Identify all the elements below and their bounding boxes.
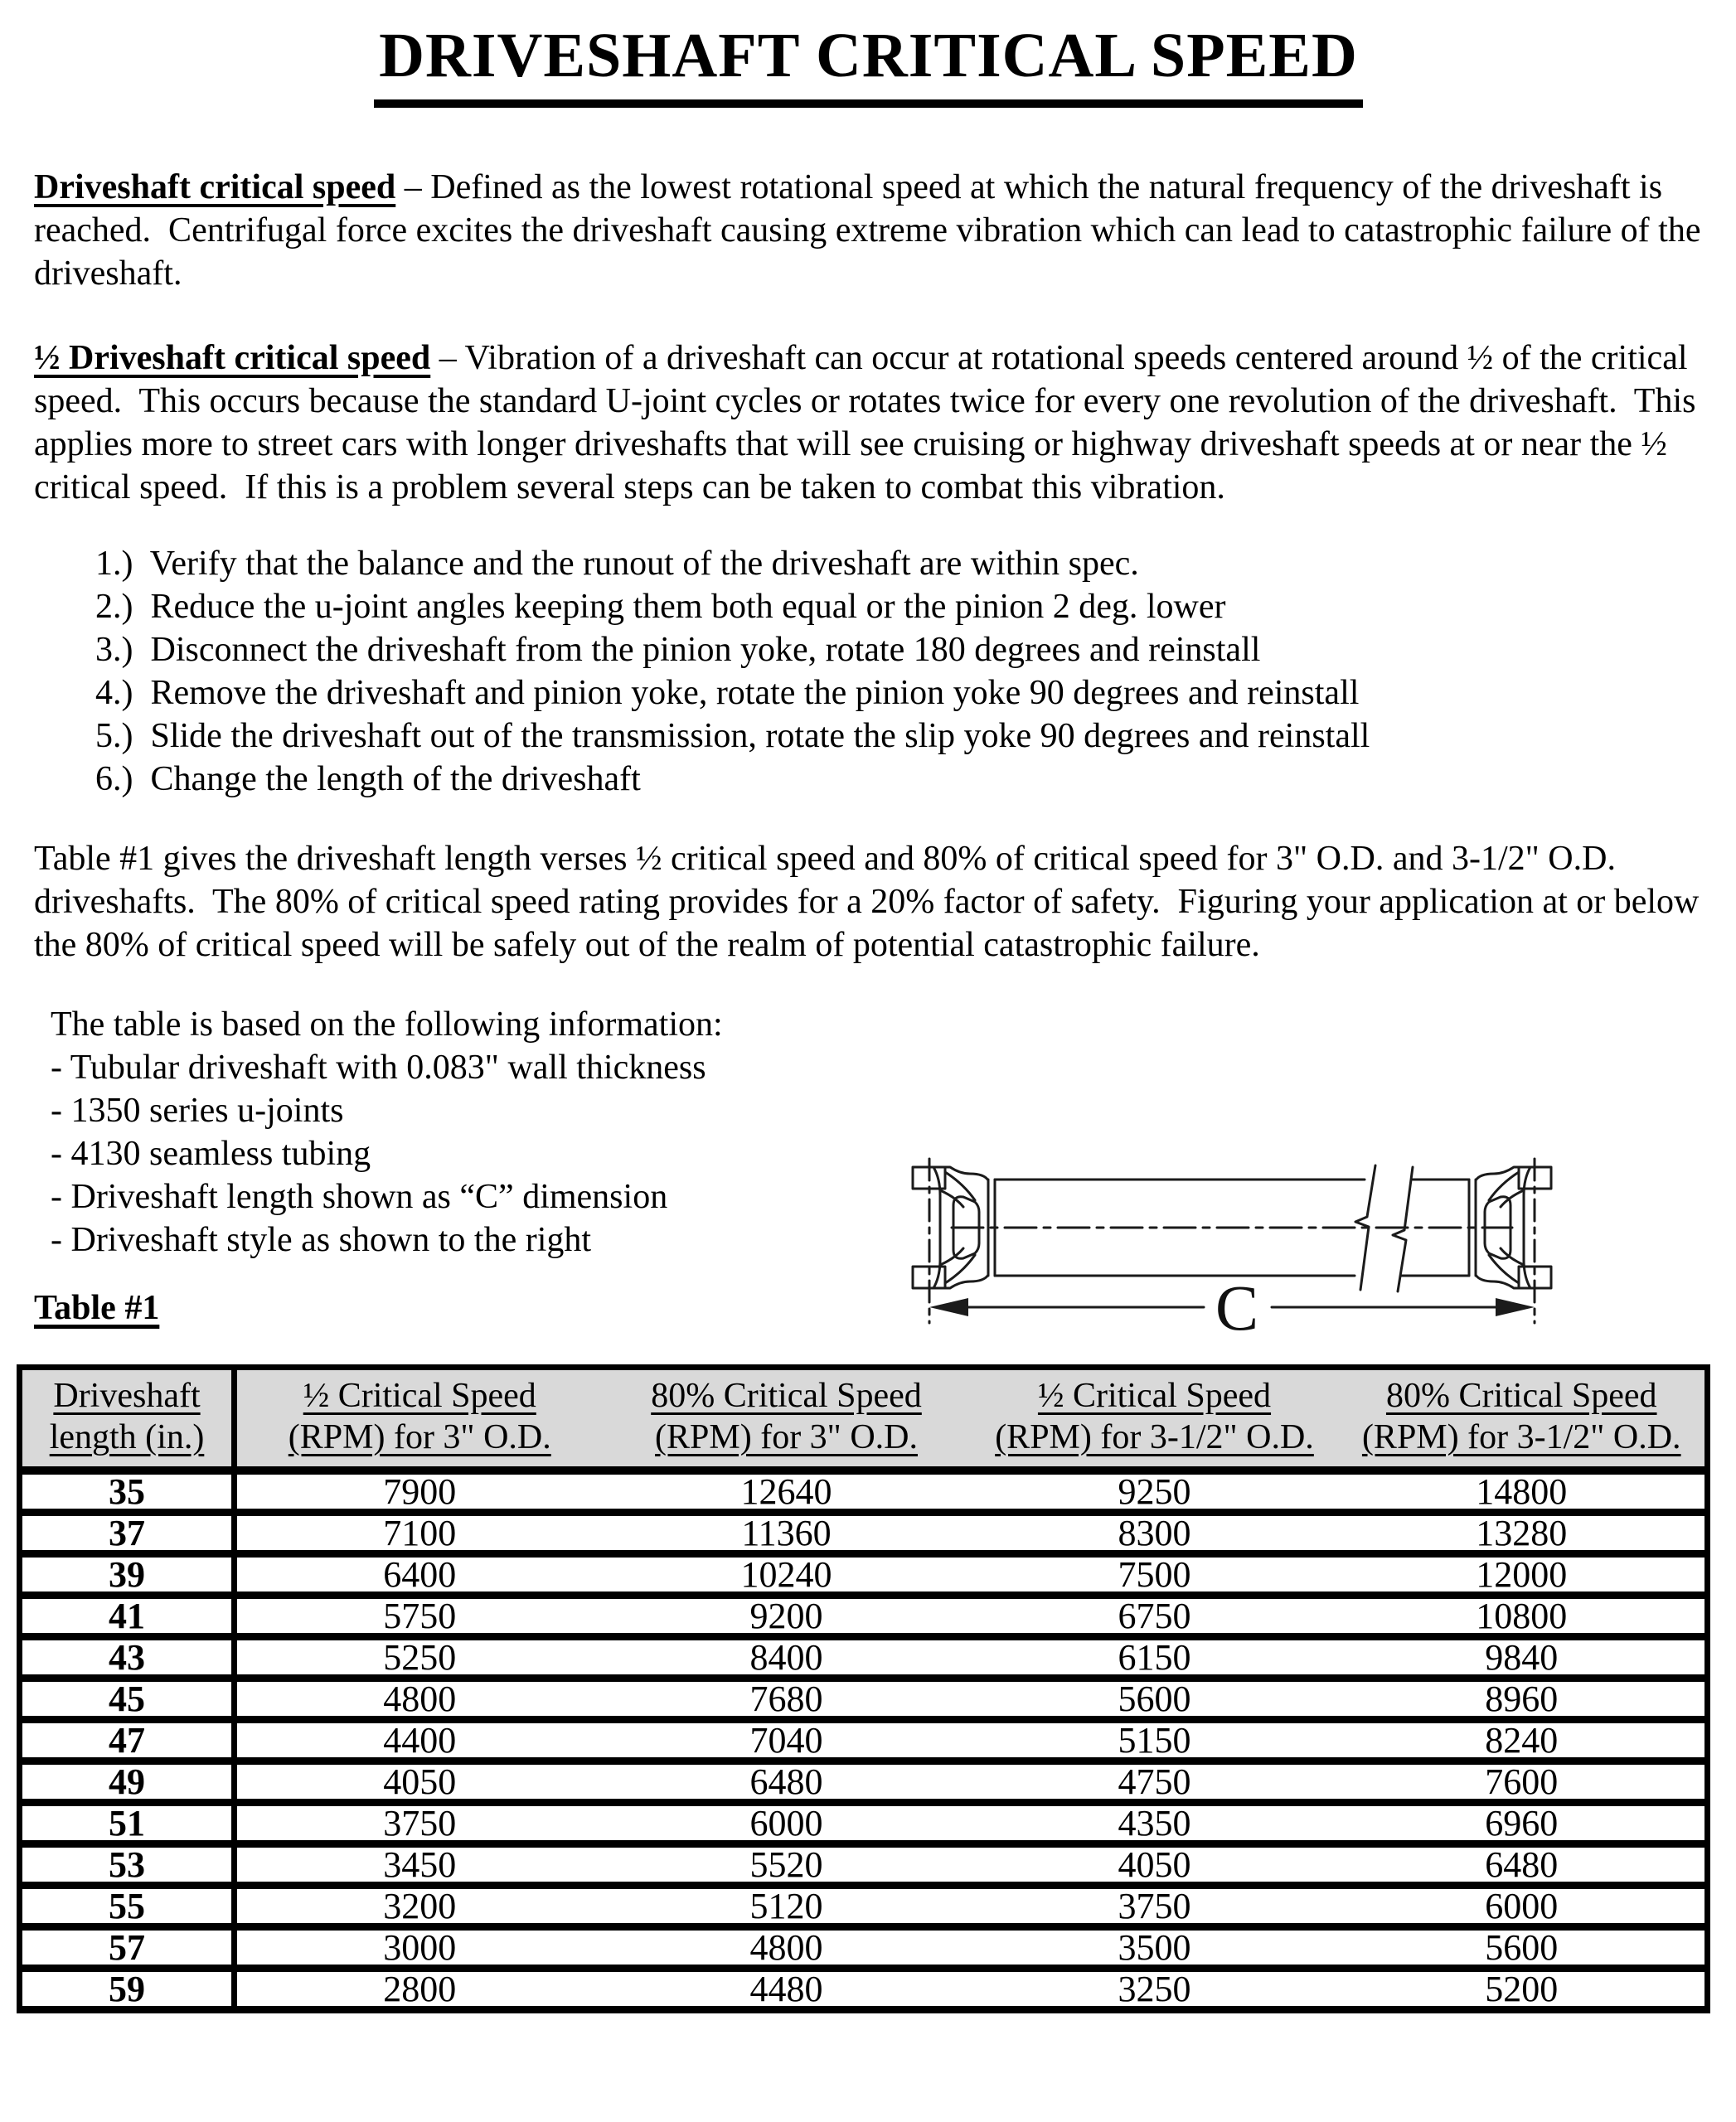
speed-value-cell: 9200 — [603, 1595, 971, 1636]
speed-value-cell: 6750 — [971, 1595, 1339, 1636]
steps-list — [95, 542, 1703, 801]
speed-value-cell: 5520 — [603, 1843, 971, 1885]
speed-value-cell: 9250 — [971, 1470, 1339, 1513]
speed-value-cell: 3450 — [235, 1843, 603, 1885]
driveshaft-length-cell: 51 — [20, 1802, 235, 1843]
driveshaft-length-cell: 35 — [20, 1470, 235, 1513]
table-row — [20, 1636, 1708, 1678]
step-item: 1.) Verify that the balance and the runout of the driveshaft are within spec. — [95, 544, 1139, 583]
speed-value-cell: 6000 — [603, 1802, 971, 1843]
speed-value-cell: 5600 — [1339, 1926, 1708, 1968]
table-row — [20, 1553, 1708, 1595]
info-item: - 4130 seamless tubing — [51, 1134, 371, 1173]
speed-value-cell: 8960 — [1339, 1678, 1708, 1719]
dimension-label-c: C — [1215, 1272, 1259, 1333]
table-header-text: ½ Critical Speed (RPM) for 3-1/2" O.D. — [995, 1376, 1314, 1456]
dimension-arrow-left — [929, 1298, 968, 1316]
step-item: 6.) Change the length of the driveshaft — [95, 759, 641, 798]
speed-value-cell: 11360 — [603, 1512, 971, 1553]
critical-speed-table — [17, 1364, 1710, 2013]
speed-value-cell: 5150 — [971, 1719, 1339, 1761]
speed-value-cell: 7100 — [235, 1512, 603, 1553]
table-row — [20, 1761, 1708, 1802]
table-row — [20, 1802, 1708, 1843]
table-body — [20, 1470, 1708, 2010]
step-item: 3.) Disconnect the driveshaft from the pinion yoke, rotate 180 degrees and reinstall — [95, 630, 1261, 669]
speed-value-cell: 4750 — [971, 1761, 1339, 1802]
speed-value-cell: 5200 — [1339, 1968, 1708, 2009]
speed-value-cell: 6400 — [235, 1553, 603, 1595]
speed-value-cell: 14800 — [1339, 1470, 1708, 1513]
speed-value-cell: 6960 — [1339, 1802, 1708, 1843]
speed-value-cell: 6480 — [1339, 1843, 1708, 1885]
info-item: - Driveshaft length shown as “C” dimension — [51, 1177, 668, 1216]
driveshaft-length-cell: 59 — [20, 1968, 235, 2009]
speed-value-cell: 5250 — [235, 1636, 603, 1678]
speed-value-cell: 4800 — [235, 1678, 603, 1719]
speed-value-cell: 4800 — [603, 1926, 971, 1968]
term-driveshaft-critical-speed: Driveshaft critical speed — [34, 167, 396, 206]
speed-value-cell: 13280 — [1339, 1512, 1708, 1553]
speed-value-cell: 12000 — [1339, 1553, 1708, 1595]
term-half-driveshaft-critical-speed: ½ Driveshaft critical speed — [34, 338, 431, 377]
speed-value-cell: 7600 — [1339, 1761, 1708, 1802]
table-header-text: ½ Critical Speed (RPM) for 3" O.D. — [288, 1376, 551, 1456]
page-title: DRIVESHAFT CRITICAL SPEED — [374, 22, 1363, 108]
table-basis-intro: The table is based on the following information: — [51, 1005, 723, 1044]
speed-value-cell: 9840 — [1339, 1636, 1708, 1678]
table-header-cell — [971, 1367, 1339, 1470]
speed-value-cell: 3000 — [235, 1926, 603, 1968]
dimension-arrow-right — [1496, 1298, 1535, 1316]
paragraph-critical-speed — [34, 166, 1709, 295]
table-row — [20, 1968, 1708, 2009]
driveshaft-length-cell: 57 — [20, 1926, 235, 1968]
table-row — [20, 1512, 1708, 1553]
table-header-row — [20, 1367, 1708, 1470]
speed-value-cell: 7040 — [603, 1719, 971, 1761]
speed-value-cell: 6480 — [603, 1761, 971, 1802]
speed-value-cell: 12640 — [603, 1470, 971, 1513]
table-header-cell — [603, 1367, 971, 1470]
paragraph-half-critical-speed-text: – Vibration of a driveshaft can occur at rotational speeds centered around ½ of the critical speed. This occurs because the standard U-joint cycles or rotates twice for every one revolution of the driveshaft. This applies more to street cars with longer driveshafts that will see cruising or highway driveshaft speeds at or near the ½ critical speed. If this is a problem several steps can be taken to combat this vibration. — [34, 338, 1704, 506]
speed-value-cell: 4350 — [971, 1802, 1339, 1843]
speed-value-cell: 3750 — [971, 1885, 1339, 1926]
speed-value-cell: 4050 — [235, 1761, 603, 1802]
info-item: - Driveshaft style as shown to the right — [51, 1220, 592, 1259]
table-header-text: 80% Critical Speed (RPM) for 3-1/2" O.D. — [1361, 1376, 1681, 1456]
table-row — [20, 1678, 1708, 1719]
speed-value-cell: 7680 — [603, 1678, 971, 1719]
speed-value-cell: 3250 — [971, 1968, 1339, 2009]
speed-value-cell: 8300 — [971, 1512, 1339, 1553]
title-block — [34, 22, 1703, 108]
driveshaft-length-cell: 37 — [20, 1512, 235, 1553]
speed-value-cell: 7500 — [971, 1553, 1339, 1595]
speed-value-cell: 5120 — [603, 1885, 971, 1926]
driveshaft-length-cell: 39 — [20, 1553, 235, 1595]
paragraph-critical-speed-text: – Defined as the lowest rotational speed at which the natural frequency of the driveshaft is reached. Centrifugal force excites the driveshaft causing extreme vibration which can lead to catastrophic failure of the driveshaft. — [34, 167, 1709, 293]
paragraph-half-critical-speed — [34, 337, 1703, 509]
driveshaft-length-cell: 53 — [20, 1843, 235, 1885]
table-header-cell — [1339, 1367, 1708, 1470]
table-row — [20, 1926, 1708, 1968]
speed-value-cell: 3200 — [235, 1885, 603, 1926]
table-row — [20, 1719, 1708, 1761]
speed-value-cell: 10240 — [603, 1553, 971, 1595]
table-row — [20, 1885, 1708, 1926]
driveshaft-length-cell: 43 — [20, 1636, 235, 1678]
driveshaft-length-cell: 45 — [20, 1678, 235, 1719]
speed-value-cell: 10800 — [1339, 1595, 1708, 1636]
table-header-text: Driveshaft length (in.) — [49, 1376, 205, 1456]
info-item: - 1350 series u-joints — [51, 1091, 344, 1130]
table-row — [20, 1843, 1708, 1885]
paragraph-table1-intro: Table #1 gives the driveshaft length verses ½ critical speed and 80% of critical speed for 3" O.D. and 3-1/2" O.D. driveshafts. The 80% of critical speed rating provides for a 20% factor of safety. Figuring your application at or below the 80% of critical speed will be safely out of the realm of potential catastrophic failure. — [34, 839, 1708, 964]
table-header-text: 80% Critical Speed (RPM) for 3" O.D. — [651, 1376, 922, 1456]
table-row — [20, 1470, 1708, 1513]
speed-value-cell: 3750 — [235, 1802, 603, 1843]
table-header-cell — [235, 1367, 603, 1470]
info-item: - Tubular driveshaft with 0.083" wall thickness — [51, 1048, 706, 1087]
driveshaft-length-cell: 47 — [20, 1719, 235, 1761]
speed-value-cell: 2800 — [235, 1968, 603, 2009]
speed-value-cell: 8240 — [1339, 1719, 1708, 1761]
speed-value-cell: 6000 — [1339, 1885, 1708, 1926]
table-heading-text: Table #1 — [34, 1288, 160, 1327]
speed-value-cell: 8400 — [603, 1636, 971, 1678]
step-item: 2.) Reduce the u-joint angles keeping them both equal or the pinion 2 deg. lower — [95, 587, 1226, 626]
speed-value-cell: 5750 — [235, 1595, 603, 1636]
driveshaft-length-cell: 55 — [20, 1885, 235, 1926]
step-item: 5.) Slide the driveshaft out of the transmission, rotate the slip yoke 90 degrees and reinstall — [95, 716, 1370, 755]
table-row — [20, 1595, 1708, 1636]
driveshaft-length-cell: 41 — [20, 1595, 235, 1636]
speed-value-cell: 4050 — [971, 1843, 1339, 1885]
step-item: 4.) Remove the driveshaft and pinion yoke, rotate the pinion yoke 90 degrees and reinstall — [95, 673, 1360, 712]
speed-value-cell: 7900 — [235, 1470, 603, 1513]
driveshaft-diagram — [902, 1154, 1582, 1333]
table-header-cell — [20, 1367, 235, 1470]
speed-value-cell: 4400 — [235, 1719, 603, 1761]
speed-value-cell: 4480 — [603, 1968, 971, 2009]
speed-value-cell: 5600 — [971, 1678, 1339, 1719]
speed-value-cell: 6150 — [971, 1636, 1339, 1678]
speed-value-cell: 3500 — [971, 1926, 1339, 1968]
driveshaft-length-cell: 49 — [20, 1761, 235, 1802]
